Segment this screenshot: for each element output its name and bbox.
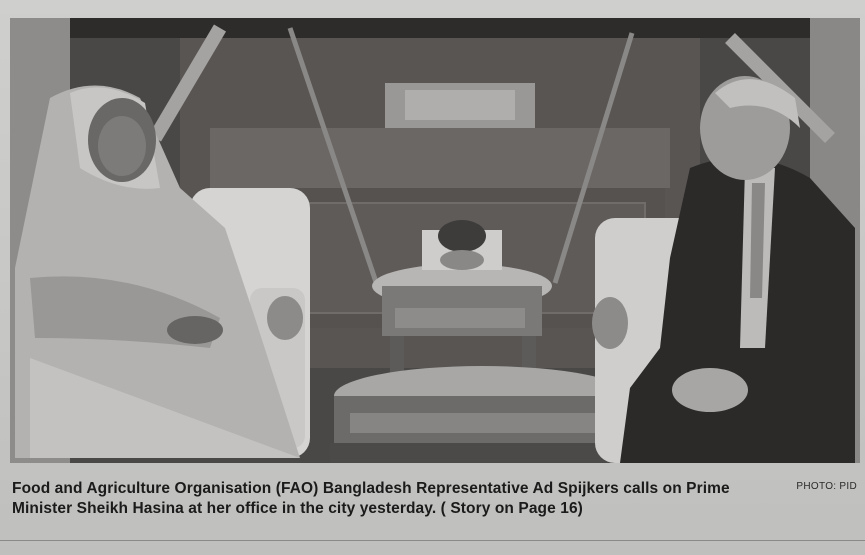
- photo-illustration: [10, 18, 860, 463]
- photo-caption: [12, 479, 782, 519]
- news-photo: [10, 18, 860, 463]
- photo-credit: PHOTO: PID: [796, 481, 857, 492]
- caption-line-1: Food and Agriculture Organisation (FAO) Bangladesh Representative Ad Spijkers calls on Prime: [12, 480, 730, 497]
- caption-line-2: Minister Sheikh Hasina at her office in the city yesterday. ( Story on Page 16): [12, 500, 583, 517]
- divider: [0, 540, 865, 541]
